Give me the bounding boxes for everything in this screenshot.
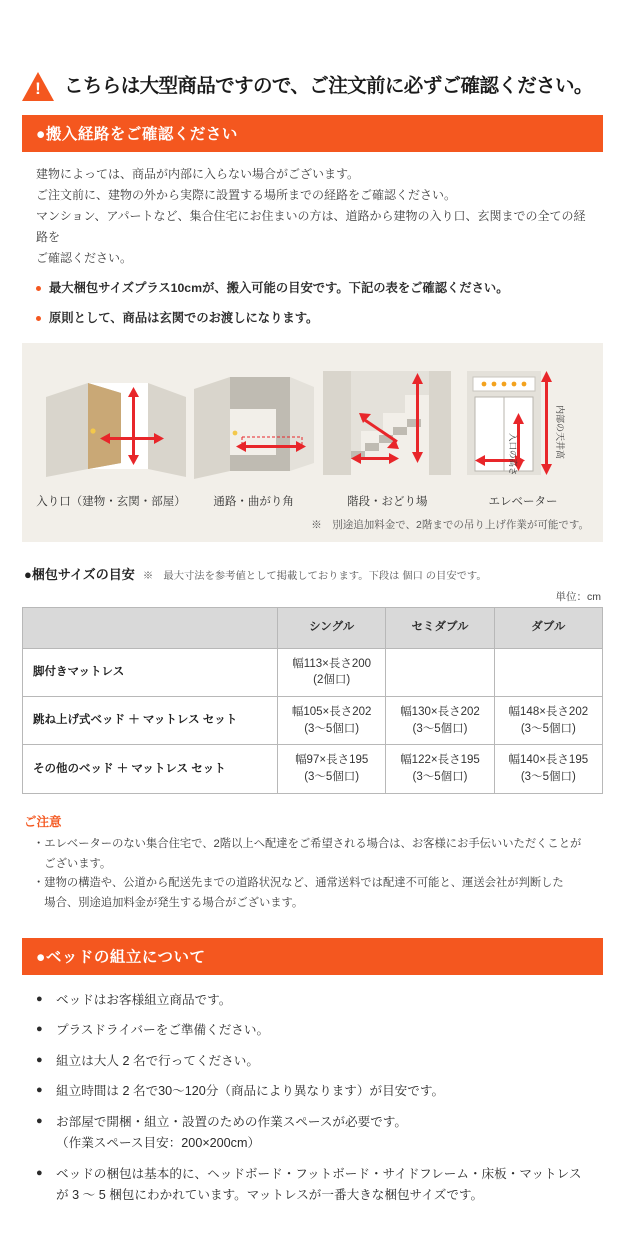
stairs-svg	[321, 359, 453, 487]
stairs-illustration	[321, 359, 453, 487]
illustration-note: ※ 別途追加料金で、2階までの吊り上げ作業が可能です。	[311, 518, 589, 531]
cell-main: 幅140×長さ195	[508, 754, 589, 767]
caution-line-1: ・エレベーターのない集合住宅で、2階以上へ配達をご希望される場合は、お客様にお手伝いいただくことが	[33, 837, 582, 850]
cell-sub: (3〜5個口)	[412, 771, 468, 784]
elevator-inner-height-label: 内部の天井高	[554, 404, 565, 459]
caution-line-4: 場合、別途追加料金が発生する場合がございます。	[33, 897, 304, 910]
cell-sub: (3〜5個口)	[304, 722, 360, 735]
route-line-2: ご注文前に、建物の外から実際に設置する場所までの経路をご確認ください。	[36, 188, 457, 202]
cell-sub: (2個口)	[313, 674, 351, 687]
caption-stairs: 階段・おどり場	[347, 495, 428, 508]
cell-main: 幅113×長さ200	[292, 657, 372, 670]
row-label-other-bed-set: その他のベッド ＋ マットレス セット	[23, 745, 278, 793]
packing-table-heading	[24, 564, 603, 583]
assembly-list	[22, 987, 603, 1257]
assembly-item-text: ベッドはお客様組立商品です。	[56, 992, 232, 1007]
cell-sub: (3〜5個口)	[304, 771, 360, 784]
elevator-svg	[457, 359, 589, 487]
cell-other-single	[278, 745, 386, 793]
assembly-item-subtext: が 3 〜 5 梱包にわかれています。マットレスが一番大きな梱包サイズです。	[56, 1188, 484, 1203]
table-header-row	[23, 607, 603, 648]
caution-line-2: ございます。	[33, 857, 112, 870]
cell-sub: (3〜5個口)	[520, 771, 576, 784]
cell-main: 幅130×長さ202	[400, 706, 480, 719]
cell-main: 幅105×長さ202	[291, 706, 372, 719]
assembly-item-1	[36, 991, 589, 1011]
cell-legged-double	[494, 648, 602, 696]
assembly-item-text: お部屋で開梱・組立・設置のための作業スペースが必要です。	[56, 1114, 407, 1129]
caption-doorway: 入り口（建物・玄関・部屋）	[36, 495, 186, 508]
cell-main: 幅148×長さ202	[508, 706, 589, 719]
illustration-captions	[36, 493, 589, 509]
section-bar-assembly: ●ベッドの組立について	[22, 938, 603, 975]
warning-triangle-icon: !	[22, 72, 54, 101]
assembly-item-text: プラスドライバーをご準備ください。	[56, 1023, 270, 1038]
cell-main: 幅97×長さ195	[295, 754, 369, 767]
caution-line-3: ・建物の構造や、公道から配送先までの道路状況など、通常送料では配達不可能と、運送会社が判断した	[33, 877, 564, 890]
table-header-semidouble: セミダブル	[386, 607, 494, 648]
table-header-single: シングル	[278, 607, 386, 648]
cell-other-semidouble	[386, 745, 494, 793]
assembly-item-4	[36, 1082, 589, 1102]
section-bar-delivery-route: ●搬入経路をご確認ください	[22, 115, 603, 152]
corridor-svg	[190, 359, 318, 487]
cell-legged-single	[278, 648, 386, 696]
cell-sub: (3〜5個口)	[520, 722, 576, 735]
delivery-route-text	[22, 164, 603, 329]
row-label-legged-mattress: 脚付きマットレス	[23, 648, 278, 696]
caption-elevator: エレベーター	[488, 495, 558, 508]
illustration-row	[36, 359, 589, 487]
page-title-text: こちらは大型商品ですので、ご注文前に必ずご確認ください。	[64, 74, 593, 97]
elevator-door-height-label: 入口の高さ	[507, 432, 518, 476]
route-bullet-2: 原則として、商品は玄関でのお渡しになります。	[36, 308, 589, 329]
cell-sub: (3〜5個口)	[412, 722, 468, 735]
assembly-item-5	[36, 1113, 589, 1154]
packing-size-table	[22, 607, 603, 794]
table-header-double: ダブル	[494, 607, 602, 648]
cell-liftup-single	[278, 697, 386, 745]
corridor-illustration	[190, 359, 318, 487]
assembly-item-text: 組立は大人 2 名で行ってください。	[56, 1053, 259, 1068]
assembly-item-text: 組立時間は 2 名で30〜120分（商品により異なります）が目安です。	[56, 1084, 445, 1099]
assembly-item-6	[36, 1165, 589, 1206]
elevator-illustration	[457, 359, 589, 487]
caution-title: ご注意	[24, 814, 62, 829]
packing-table-note: ※ 最大寸法を参考値として掲載しております。下段は 個口 の目安です。	[142, 570, 487, 582]
table-row	[23, 697, 603, 745]
route-line-1: 建物によっては、商品が内部に入らない場合がございます。	[36, 167, 360, 181]
table-row	[23, 648, 603, 696]
cell-liftup-semidouble	[386, 697, 494, 745]
cell-main: 幅122×長さ195	[400, 754, 480, 767]
caption-corridor: 通路・曲がり角	[213, 495, 294, 508]
table-row	[23, 745, 603, 793]
packing-table-unit: 単位：cm	[555, 590, 601, 603]
assembly-item-3	[36, 1052, 589, 1072]
assembly-item-text: ベッドの梱包は基本的に、ヘッドボード・フットボード・サイドフレーム・床板・マットレス	[56, 1166, 582, 1181]
doorway-illustration	[36, 359, 186, 487]
packing-table-title: ●梱包サイズの目安	[24, 566, 135, 582]
delivery-route-illustration-panel	[22, 343, 603, 542]
top-spacer	[22, 0, 603, 72]
caution-list	[22, 835, 603, 914]
row-label-liftup-bed-set: 跳ね上げ式ベッド ＋ マットレス セット	[23, 697, 278, 745]
doorway-svg	[36, 359, 186, 487]
cell-liftup-double	[494, 697, 602, 745]
route-line-4: ご確認ください。	[36, 251, 133, 265]
cell-legged-semidouble	[386, 648, 494, 696]
route-bullet-1: 最大梱包サイズプラス10cmが、搬入可能の目安です。下記の表をご確認ください。	[36, 278, 589, 299]
route-line-3: マンション、アパートなど、集合住宅にお住まいの方は、道路から建物の入り口、玄関までの全ての経路を	[36, 209, 586, 244]
assembly-item-subtext: （作業スペース目安：200×200cm）	[56, 1136, 261, 1151]
page-title	[22, 72, 603, 115]
cell-other-double	[494, 745, 602, 793]
table-header-blank	[23, 607, 278, 648]
assembly-item-2	[36, 1021, 589, 1041]
